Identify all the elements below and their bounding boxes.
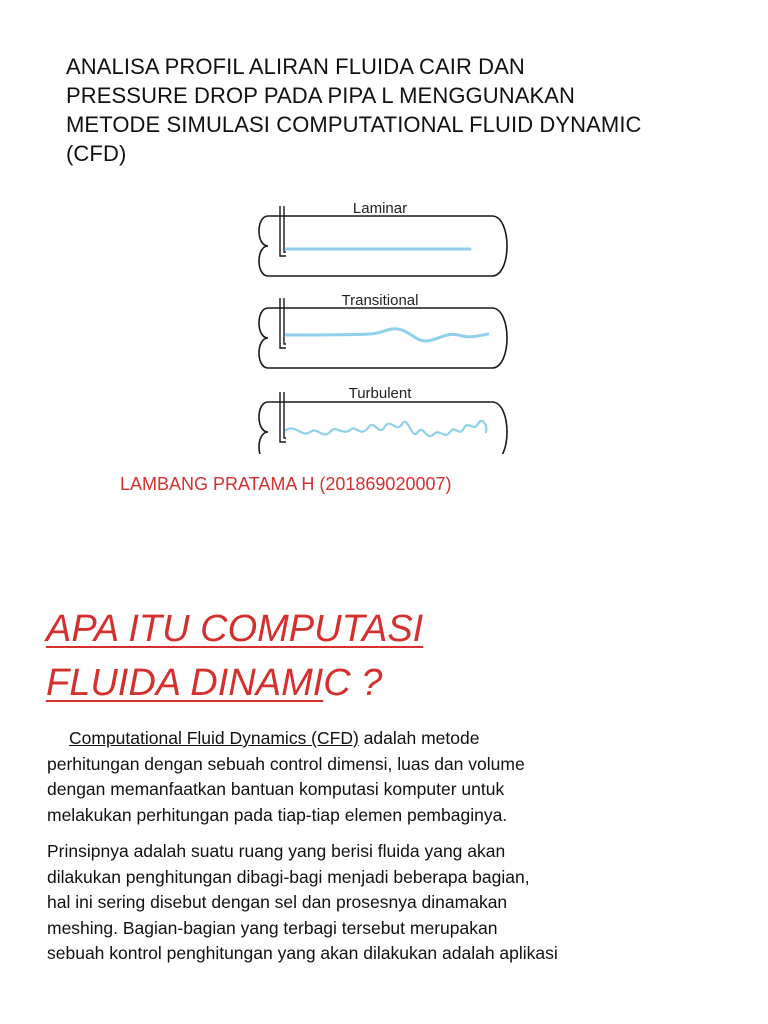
- title-line: METODE SIMULASI COMPUTATIONAL FLUID DYNAMIC: [66, 112, 642, 137]
- definition-paragraph: [47, 726, 672, 828]
- paragraph-line-rest: adalah metode: [358, 728, 480, 748]
- flow-regime-illustration: [250, 194, 520, 454]
- flow-regime-diagram: [250, 194, 520, 454]
- paragraph-line: dengan memanfaatkan bantuan komputasi komputer untuk: [47, 779, 505, 799]
- paragraph-line: sebuah kontrol penghitungan yang akan dilakukan adalah aplikasi: [47, 943, 558, 963]
- heading-line-2: [46, 656, 423, 710]
- title-line: PRESSURE DROP PADA PIPA L MENGGUNAKAN: [66, 83, 576, 108]
- flow-label-turbulent: Turbulent: [348, 385, 412, 402]
- paragraph-line: meshing. Bagian-bagian yang terbagi tersebut merupakan: [47, 917, 498, 938]
- section-heading: [46, 602, 423, 710]
- heading-line-2-underlined: FLUIDA DINAMI: [46, 662, 324, 704]
- principle-paragraph: [47, 839, 672, 967]
- pipe-transitional: [259, 298, 507, 368]
- paragraph-line: dilakukan penghitungan dibagi-bagi menjadi beberapa bagian,: [47, 866, 530, 887]
- flow-label-laminar: Laminar: [352, 200, 408, 217]
- pipe-turbulent: [259, 392, 507, 454]
- title-line: (CFD): [66, 141, 127, 166]
- flow-line-transitional: [286, 329, 488, 341]
- flow-line-turbulent: [286, 421, 486, 436]
- paragraph-line: Prinsipnya adalah suatu ruang yang berisi fluida yang akan: [47, 841, 506, 861]
- flow-label-transitional: Transitional: [341, 292, 419, 309]
- title-line: ANALISA PROFIL ALIRAN FLUIDA CAIR DAN: [66, 54, 525, 79]
- heading-line-2-rest: C ?: [323, 662, 383, 704]
- presentation-title: [66, 52, 726, 168]
- author-line: LAMBANG PRATAMA H (201869020007): [120, 474, 452, 494]
- paragraph-line: hal ini sering disebut dengan sel dan prosesnya dinamakan: [47, 892, 508, 912]
- pipe-laminar: [259, 206, 507, 276]
- paragraph-line: melakukan perhitungan pada tiap-tiap elemen pembaginya.: [47, 804, 508, 825]
- cfd-term: Computational Fluid Dynamics (CFD): [69, 728, 359, 748]
- paragraph-line: perhitungan dengan sebuah control dimensi, luas dan volume: [47, 753, 525, 774]
- heading-line-1: APA ITU COMPUTASI: [46, 608, 424, 650]
- paragraph-line: [47, 726, 672, 752]
